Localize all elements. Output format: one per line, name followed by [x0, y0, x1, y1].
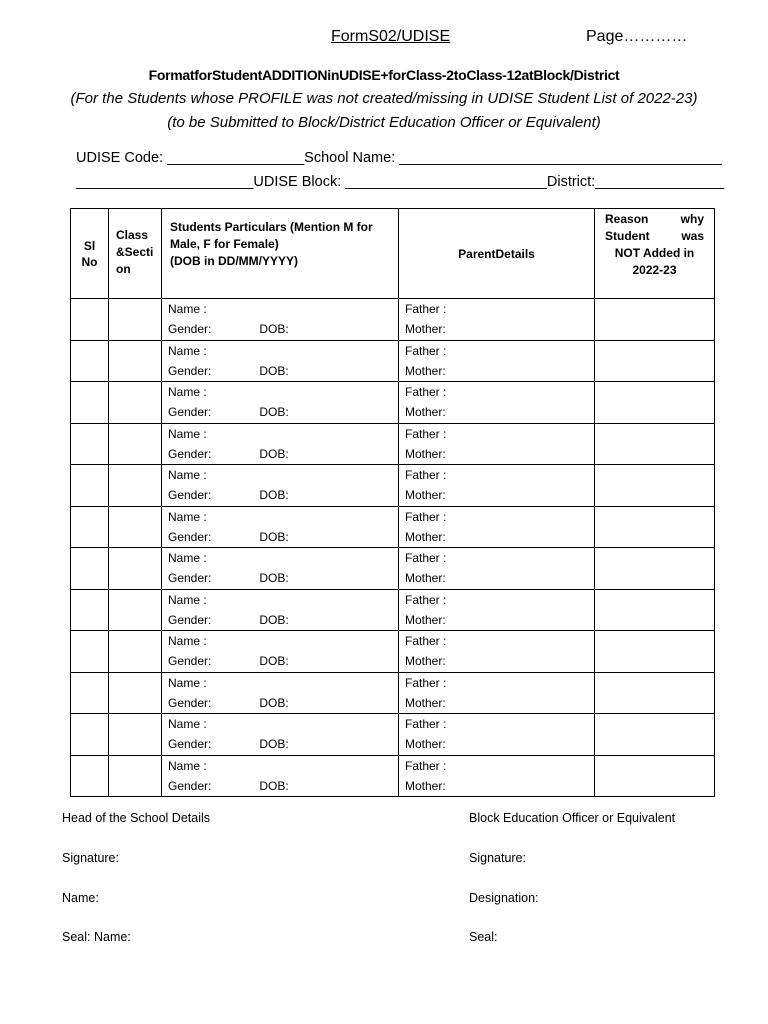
header-class-section: Class &Secti on [109, 209, 162, 299]
dob-label: DOB: [259, 612, 289, 627]
parent-details-cell[interactable] [399, 589, 595, 631]
dob-label: DOB: [259, 446, 289, 461]
dob-label: DOB: [259, 654, 289, 668]
dob-label: DOB: [259, 529, 289, 544]
sl-no-cell[interactable] [71, 672, 109, 714]
father-label: Father : [405, 634, 447, 648]
reason-cell[interactable] [595, 589, 715, 631]
gender-label: Gender: [168, 322, 212, 336]
class-section-cell[interactable] [109, 589, 162, 631]
mother-label: Mother: [405, 612, 446, 627]
table-row [71, 423, 715, 465]
officer-designation-label: Designation: [469, 891, 539, 905]
student-particulars-cell[interactable] [162, 548, 399, 590]
father-label: Father : [405, 385, 447, 399]
mother-label: Mother: [405, 737, 446, 751]
student-particulars-cell[interactable] [162, 340, 399, 382]
sl-no-cell[interactable] [71, 423, 109, 465]
mother-label: Mother: [405, 529, 446, 544]
reason-cell[interactable] [595, 714, 715, 756]
officer-seal-label: Seal: [469, 930, 498, 944]
parent-details-cell[interactable] [399, 465, 595, 507]
class-section-cell[interactable] [109, 548, 162, 590]
student-particulars-cell[interactable] [162, 631, 399, 673]
class-section-cell[interactable] [109, 423, 162, 465]
name-label: Name : [168, 302, 207, 316]
father-label: Father : [405, 758, 447, 773]
student-particulars-cell[interactable] [162, 714, 399, 756]
name-label: Name : [168, 675, 207, 690]
mother-label: Mother: [405, 571, 446, 585]
form-id: FormS02/UDISE [331, 28, 451, 45]
reason-cell[interactable] [595, 672, 715, 714]
gender-label: Gender: [168, 363, 212, 378]
class-section-cell[interactable] [109, 465, 162, 507]
reason-cell[interactable] [595, 299, 715, 341]
reason-cell[interactable] [595, 423, 715, 465]
mother-label: Mother: [405, 654, 446, 668]
header-parent-details: ParentDetails [399, 209, 595, 299]
name-label: Name : [168, 592, 207, 607]
dob-label: DOB: [259, 363, 289, 378]
school-seal-label: Seal: Name: [62, 930, 131, 944]
table-row [71, 299, 715, 341]
dob-label: DOB: [259, 737, 289, 751]
dob-label: DOB: [259, 405, 289, 419]
student-particulars-cell[interactable] [162, 299, 399, 341]
class-section-cell[interactable] [109, 340, 162, 382]
father-label: Father : [405, 675, 447, 690]
student-particulars-cell[interactable] [162, 672, 399, 714]
mother-label: Mother: [405, 778, 446, 793]
name-label: Name : [168, 758, 207, 773]
student-particulars-cell[interactable] [162, 506, 399, 548]
gender-label: Gender: [168, 571, 212, 585]
parent-details-cell[interactable] [399, 631, 595, 673]
father-label: Father : [405, 717, 447, 731]
reason-cell[interactable] [595, 382, 715, 424]
father-label: Father : [405, 302, 447, 316]
class-section-cell[interactable] [109, 506, 162, 548]
reason-cell[interactable] [595, 548, 715, 590]
sl-no-cell[interactable] [71, 589, 109, 631]
table-row [71, 382, 715, 424]
table-row [71, 631, 715, 673]
gender-label: Gender: [168, 529, 212, 544]
parent-details-cell[interactable] [399, 340, 595, 382]
form-title: FormatforStudentADDITIONinUDISE+forClass-2toClass-12atBlock/District [148, 67, 620, 83]
form-subtitle-1: (For the Students whose PROFILE was not created/missing in UDISE Student List of 2022-23) [70, 90, 698, 107]
father-label: Father : [405, 551, 447, 565]
name-label: Name : [168, 426, 207, 441]
head-of-school-heading: Head of the School Details [62, 811, 211, 825]
student-particulars-cell[interactable] [162, 423, 399, 465]
table-row [71, 714, 715, 756]
sl-no-cell[interactable] [71, 465, 109, 507]
student-addition-table [70, 208, 715, 797]
mother-label: Mother: [405, 405, 446, 419]
table-row [71, 465, 715, 507]
dob-label: DOB: [259, 488, 289, 502]
sl-no-cell[interactable] [71, 340, 109, 382]
class-section-cell[interactable] [109, 382, 162, 424]
table-row [71, 755, 715, 797]
parent-details-cell[interactable] [399, 672, 595, 714]
school-name-label: Name: [62, 891, 99, 905]
table-row [71, 340, 715, 382]
dob-label: DOB: [259, 778, 289, 793]
sl-no-cell[interactable] [71, 382, 109, 424]
sl-no-cell[interactable] [71, 714, 109, 756]
mother-label: Mother: [405, 695, 446, 710]
page-number-label: Page………… [586, 28, 688, 45]
sl-no-cell[interactable] [71, 631, 109, 673]
father-label: Father : [405, 509, 447, 524]
table-row [71, 672, 715, 714]
parent-details-cell[interactable] [399, 299, 595, 341]
student-particulars-cell[interactable] [162, 755, 399, 797]
class-section-cell[interactable] [109, 755, 162, 797]
class-section-cell[interactable] [109, 299, 162, 341]
gender-label: Gender: [168, 488, 212, 502]
mother-label: Mother: [405, 322, 446, 336]
gender-label: Gender: [168, 654, 212, 668]
father-label: Father : [405, 468, 447, 482]
name-label: Name : [168, 717, 207, 731]
student-particulars-cell[interactable] [162, 589, 399, 631]
reason-cell[interactable] [595, 506, 715, 548]
sl-no-cell[interactable] [71, 548, 109, 590]
header-sl-no: Sl No [71, 209, 109, 299]
class-section-cell[interactable] [109, 672, 162, 714]
gender-label: Gender: [168, 737, 212, 751]
parent-details-cell[interactable] [399, 382, 595, 424]
name-label: Name : [168, 385, 207, 399]
student-particulars-cell[interactable] [162, 465, 399, 507]
gender-label: Gender: [168, 446, 212, 461]
dob-label: DOB: [259, 695, 289, 710]
name-label: Name : [168, 551, 207, 565]
father-label: Father : [405, 426, 447, 441]
officer-signature-label: Signature: [469, 851, 526, 865]
udise-code-school-name-line: UDISE Code: _________________School Name: ________________________________________ [76, 150, 722, 166]
parent-details-cell[interactable] [399, 423, 595, 465]
sl-no-cell[interactable] [71, 755, 109, 797]
class-section-cell[interactable] [109, 631, 162, 673]
table-header-row [71, 209, 715, 299]
name-label: Name : [168, 468, 207, 482]
header-reason: Reason why Student was NOT Added in 2022-23 [595, 209, 715, 299]
gender-label: Gender: [168, 612, 212, 627]
header-student-particulars: Students Particulars (Mention M for Male, F for Female) (DOB in DD/MM/YYYY) [162, 209, 399, 299]
name-label: Name : [168, 509, 207, 524]
parent-details-cell[interactable] [399, 506, 595, 548]
mother-label: Mother: [405, 363, 446, 378]
table-row [71, 589, 715, 631]
reason-cell[interactable] [595, 631, 715, 673]
name-label: Name : [168, 634, 207, 648]
reason-cell[interactable] [595, 340, 715, 382]
udise-block-district-line: ______________________UDISE Block: _________________________District:________________ [76, 174, 725, 190]
table-row [71, 548, 715, 590]
parent-details-cell[interactable] [399, 755, 595, 797]
gender-label: Gender: [168, 695, 212, 710]
mother-label: Mother: [405, 446, 446, 461]
gender-label: Gender: [168, 778, 212, 793]
sl-no-cell[interactable] [71, 506, 109, 548]
dob-label: DOB: [259, 322, 289, 336]
father-label: Father : [405, 592, 447, 607]
form-subtitle-2: (to be Submitted to Block/District Education Officer or Equivalent) [167, 114, 601, 131]
class-section-cell[interactable] [109, 714, 162, 756]
mother-label: Mother: [405, 488, 446, 502]
parent-details-cell[interactable] [399, 548, 595, 590]
gender-label: Gender: [168, 405, 212, 419]
reason-cell[interactable] [595, 465, 715, 507]
table-row [71, 506, 715, 548]
sl-no-cell[interactable] [71, 299, 109, 341]
dob-label: DOB: [259, 571, 289, 585]
father-label: Father : [405, 343, 447, 358]
reason-cell[interactable] [595, 755, 715, 797]
school-signature-label: Signature: [62, 851, 119, 865]
student-particulars-cell[interactable] [162, 382, 399, 424]
parent-details-cell[interactable] [399, 714, 595, 756]
block-officer-heading: Block Education Officer or Equivalent [469, 811, 676, 825]
name-label: Name : [168, 343, 207, 358]
